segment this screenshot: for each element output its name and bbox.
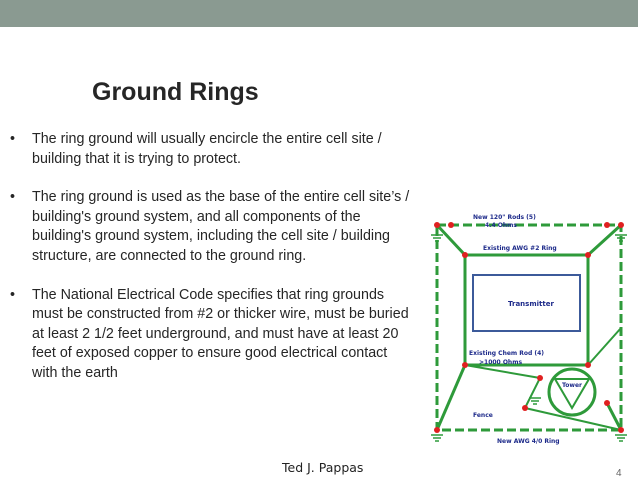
connector-line [588,328,621,365]
connector-line [525,378,540,408]
bullet-marker: • [10,286,16,303]
bullet-marker: • [10,131,16,147]
transmitter-label: Transmitter [508,300,554,308]
bullet-text: The National Electrical Code specifies that ring grounds must be constructed from #2 or thicker wire, must be buried at least 2 1/2 feet underground, and must have at least 20 feet of exposed copper to ensure good electrical contact with the earth [32,286,409,381]
top-banner [0,0,638,27]
bullet-text: The ring ground is used as the base of the entire cell site’s / building's ground system, and all components of the building's ground system, including the cell site / building structure, are connected to the ground ring. [32,189,410,264]
slide-title: Ground Rings [92,78,259,106]
connector-line [607,403,621,430]
connector-line [465,365,540,378]
connector-line [588,225,621,255]
existing-ring-outline [465,255,588,365]
connector-line [437,365,465,430]
bullet-marker: • [10,189,16,206]
ground-ring-diagram [425,203,632,448]
fence-label: Fence [473,412,493,419]
ground-ring-diagram-svg [425,203,632,448]
connector-line [525,408,621,430]
new-ring-label: New AWG 4/0 Ring [497,438,560,445]
bullet-item [10,188,415,266]
bullet-item [10,130,415,169]
bullet-text: The ring ground will usually encircle the entire cell site / building that it is trying to protect. [32,131,382,167]
existing-ring-label: Existing AWG #2 Ring [483,245,557,252]
ground-symbols [431,235,627,441]
tower-label: Tower [562,382,582,389]
author-footer: Ted J. Pappas [282,460,364,475]
chem-rod-label-line1: Existing Chem Rod (4) [469,350,545,357]
page-number: 4 [616,468,622,479]
bullet-list [10,130,415,403]
bullet-item [10,286,415,384]
connector-line [437,225,465,255]
rods-label-line2: 4.4 Ohms [485,222,517,229]
rods-label-line1: New 120" Rods (5) [473,214,536,221]
chem-rod-label-line2: >1000 Ohms [479,359,523,366]
